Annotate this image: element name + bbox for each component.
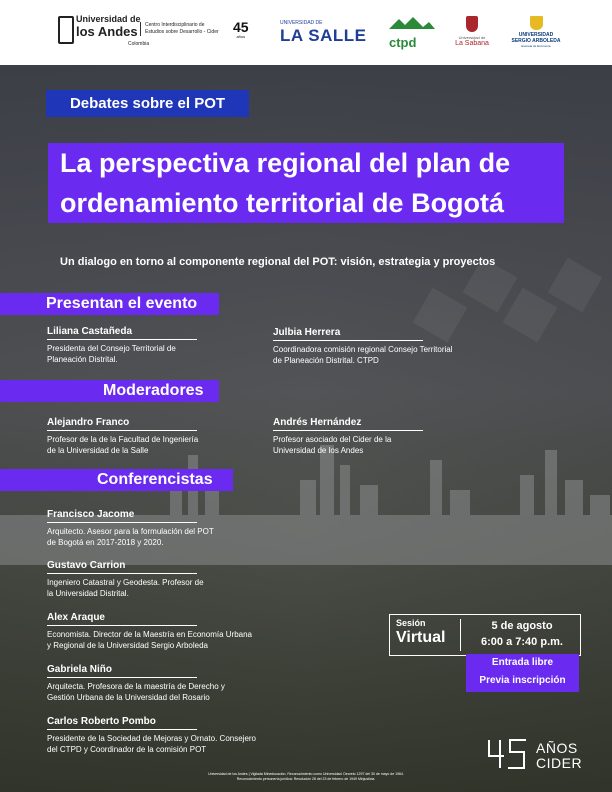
footer-line-1: Universidad de los Andes | Vigilada Mineducación. Reconocimiento como Universidad: Decreto 1297 del 30 de mayo de 1964.: [208, 772, 404, 776]
speaker-desc: Arquitecta. Profesora de la maestría de Derecho y Gestión Urbana de la Universidad del Rosario: [47, 682, 225, 702]
session-mode: Virtual: [396, 629, 446, 646]
sabana-logo: [455, 16, 489, 47]
section-moderadores: Moderadores: [0, 380, 219, 402]
sergio-arboleda-logo: [509, 16, 563, 48]
speaker-card: [47, 611, 307, 651]
title-line-1: La perspectiva regional del plan de: [60, 148, 511, 178]
speaker-card: [47, 508, 287, 548]
lasalle-logo-small: UNIVERSIDAD DE: [280, 20, 323, 26]
presenter-desc: Coordinadora comisión regional Consejo Territorial de Planeación Distrital. CTPD: [273, 345, 453, 365]
session-label: Sesión: [396, 618, 426, 628]
lasalle-logo-big: LA SALLE: [280, 26, 367, 45]
years-45-number: 45: [233, 19, 249, 35]
logo-header: [0, 0, 612, 65]
speaker-name: Carlos Roberto Pombo: [47, 715, 197, 730]
moderator-desc: Profesor de la de la Facultad de Ingeniería de la Universidad de la Salle: [47, 435, 199, 455]
presenter-card: [47, 325, 259, 365]
uniandes-logo-line2: los Andes: [76, 24, 138, 39]
years-45-logo: [233, 20, 249, 39]
session-time: 6:00 a 7:40 p.m.: [481, 636, 563, 648]
presenter-card: [273, 326, 513, 366]
title-line-2: ordenamiento territorial de Bogotá: [60, 188, 505, 218]
section-presentan: Presentan el evento: [0, 293, 219, 315]
moderator-name: Alejandro Franco: [47, 416, 197, 431]
presenter-name: Julbia Herrera: [273, 326, 423, 341]
anniversary-word-2: CIDER: [536, 755, 583, 771]
years-45-label: años: [236, 34, 246, 39]
moderator-name: Andrés Hernández: [273, 416, 423, 431]
event-subtitle: Un dialogo en torno al componente regional del POT: visión, estrategia y proyectos: [60, 256, 496, 268]
sergio-arboleda-line2: SERGIO ARBOLEDA: [511, 38, 561, 44]
moderator-desc: Profesor asociado del Cider de la Universidad de los Andes: [273, 435, 392, 455]
uniandes-logo-line1: Universidad de: [76, 14, 141, 24]
session-date: 5 de agosto: [491, 620, 553, 632]
session-divider: [460, 619, 461, 651]
free-entry-text: Entrada libre: [491, 657, 554, 668]
sabana-logo-small: Universidad de: [458, 35, 486, 40]
speaker-card: [47, 663, 307, 703]
speaker-name: Francisco Jacome: [47, 508, 197, 523]
presenter-desc: Presidenta del Consejo Territorial de Planeación Distrital.: [47, 344, 176, 364]
presenter-name: Liliana Castañeda: [47, 325, 197, 340]
session-info-box: [389, 614, 581, 656]
section-conferencistas: Conferencistas: [0, 469, 233, 491]
speaker-name: Alex Araque: [47, 611, 197, 626]
cider-logo-line2: Estudios sobre Desarrollo - Cider: [145, 29, 219, 35]
registration-required-text: Previa inscripción: [479, 675, 566, 686]
sabana-logo-big: La Sabana: [455, 40, 489, 47]
speaker-desc: Economista. Director de la Maestría en Economía Urbana y Regional de la Universidad Sergio Arboleda: [47, 630, 252, 650]
speaker-name: Gustavo Carrion: [47, 559, 197, 574]
uniandes-crest-icon: [58, 16, 74, 44]
sergio-arboleda-line1: UNIVERSIDAD: [518, 32, 554, 38]
lasalle-logo: [280, 20, 366, 46]
cider-logo: [140, 22, 233, 36]
uniandes-logo-line3: Colombia: [128, 41, 150, 47]
moderator-card: [273, 416, 485, 456]
speaker-desc: Arquitecto. Asesor para la formulación del POT de Bogotá en 2017-2018 y 2020.: [47, 527, 214, 547]
speaker-card: [47, 715, 307, 755]
cider-logo-line1: Centro Interdisciplinario de: [145, 22, 205, 28]
sergio-arboleda-line3: Escuela de Economía: [521, 44, 551, 48]
speaker-card: [47, 559, 287, 599]
registration-box: [466, 654, 579, 692]
sabana-shield-icon: [466, 16, 478, 32]
anniversary-word-1: AÑOS: [536, 740, 578, 756]
series-tag: Debates sobre el POT: [46, 90, 249, 117]
number-45-icon: [486, 738, 530, 770]
moderator-card: [47, 416, 259, 456]
speaker-name: Gabriela Niño: [47, 663, 197, 678]
ctpd-logo: [389, 16, 437, 50]
speaker-desc: Presidente de la Sociedad de Mejoras y Ornato. Consejero del CTPD y Coordinador de la comisión POT: [47, 734, 257, 754]
footer-legal: [150, 772, 462, 782]
footer-line-2: Reconocimiento personería jurídica: Resolución 28 del 23 de febrero de 1949 Minjusticia.: [236, 777, 376, 781]
speaker-desc: Ingeniero Catastral y Geodesta. Profesor de la Universidad Distrital.: [47, 578, 204, 598]
event-title: [48, 143, 564, 223]
sergio-arboleda-shield-icon: [530, 16, 543, 30]
ctpd-logo-text: ctpd: [389, 35, 417, 50]
ctpd-mountains-icon: [389, 17, 435, 29]
